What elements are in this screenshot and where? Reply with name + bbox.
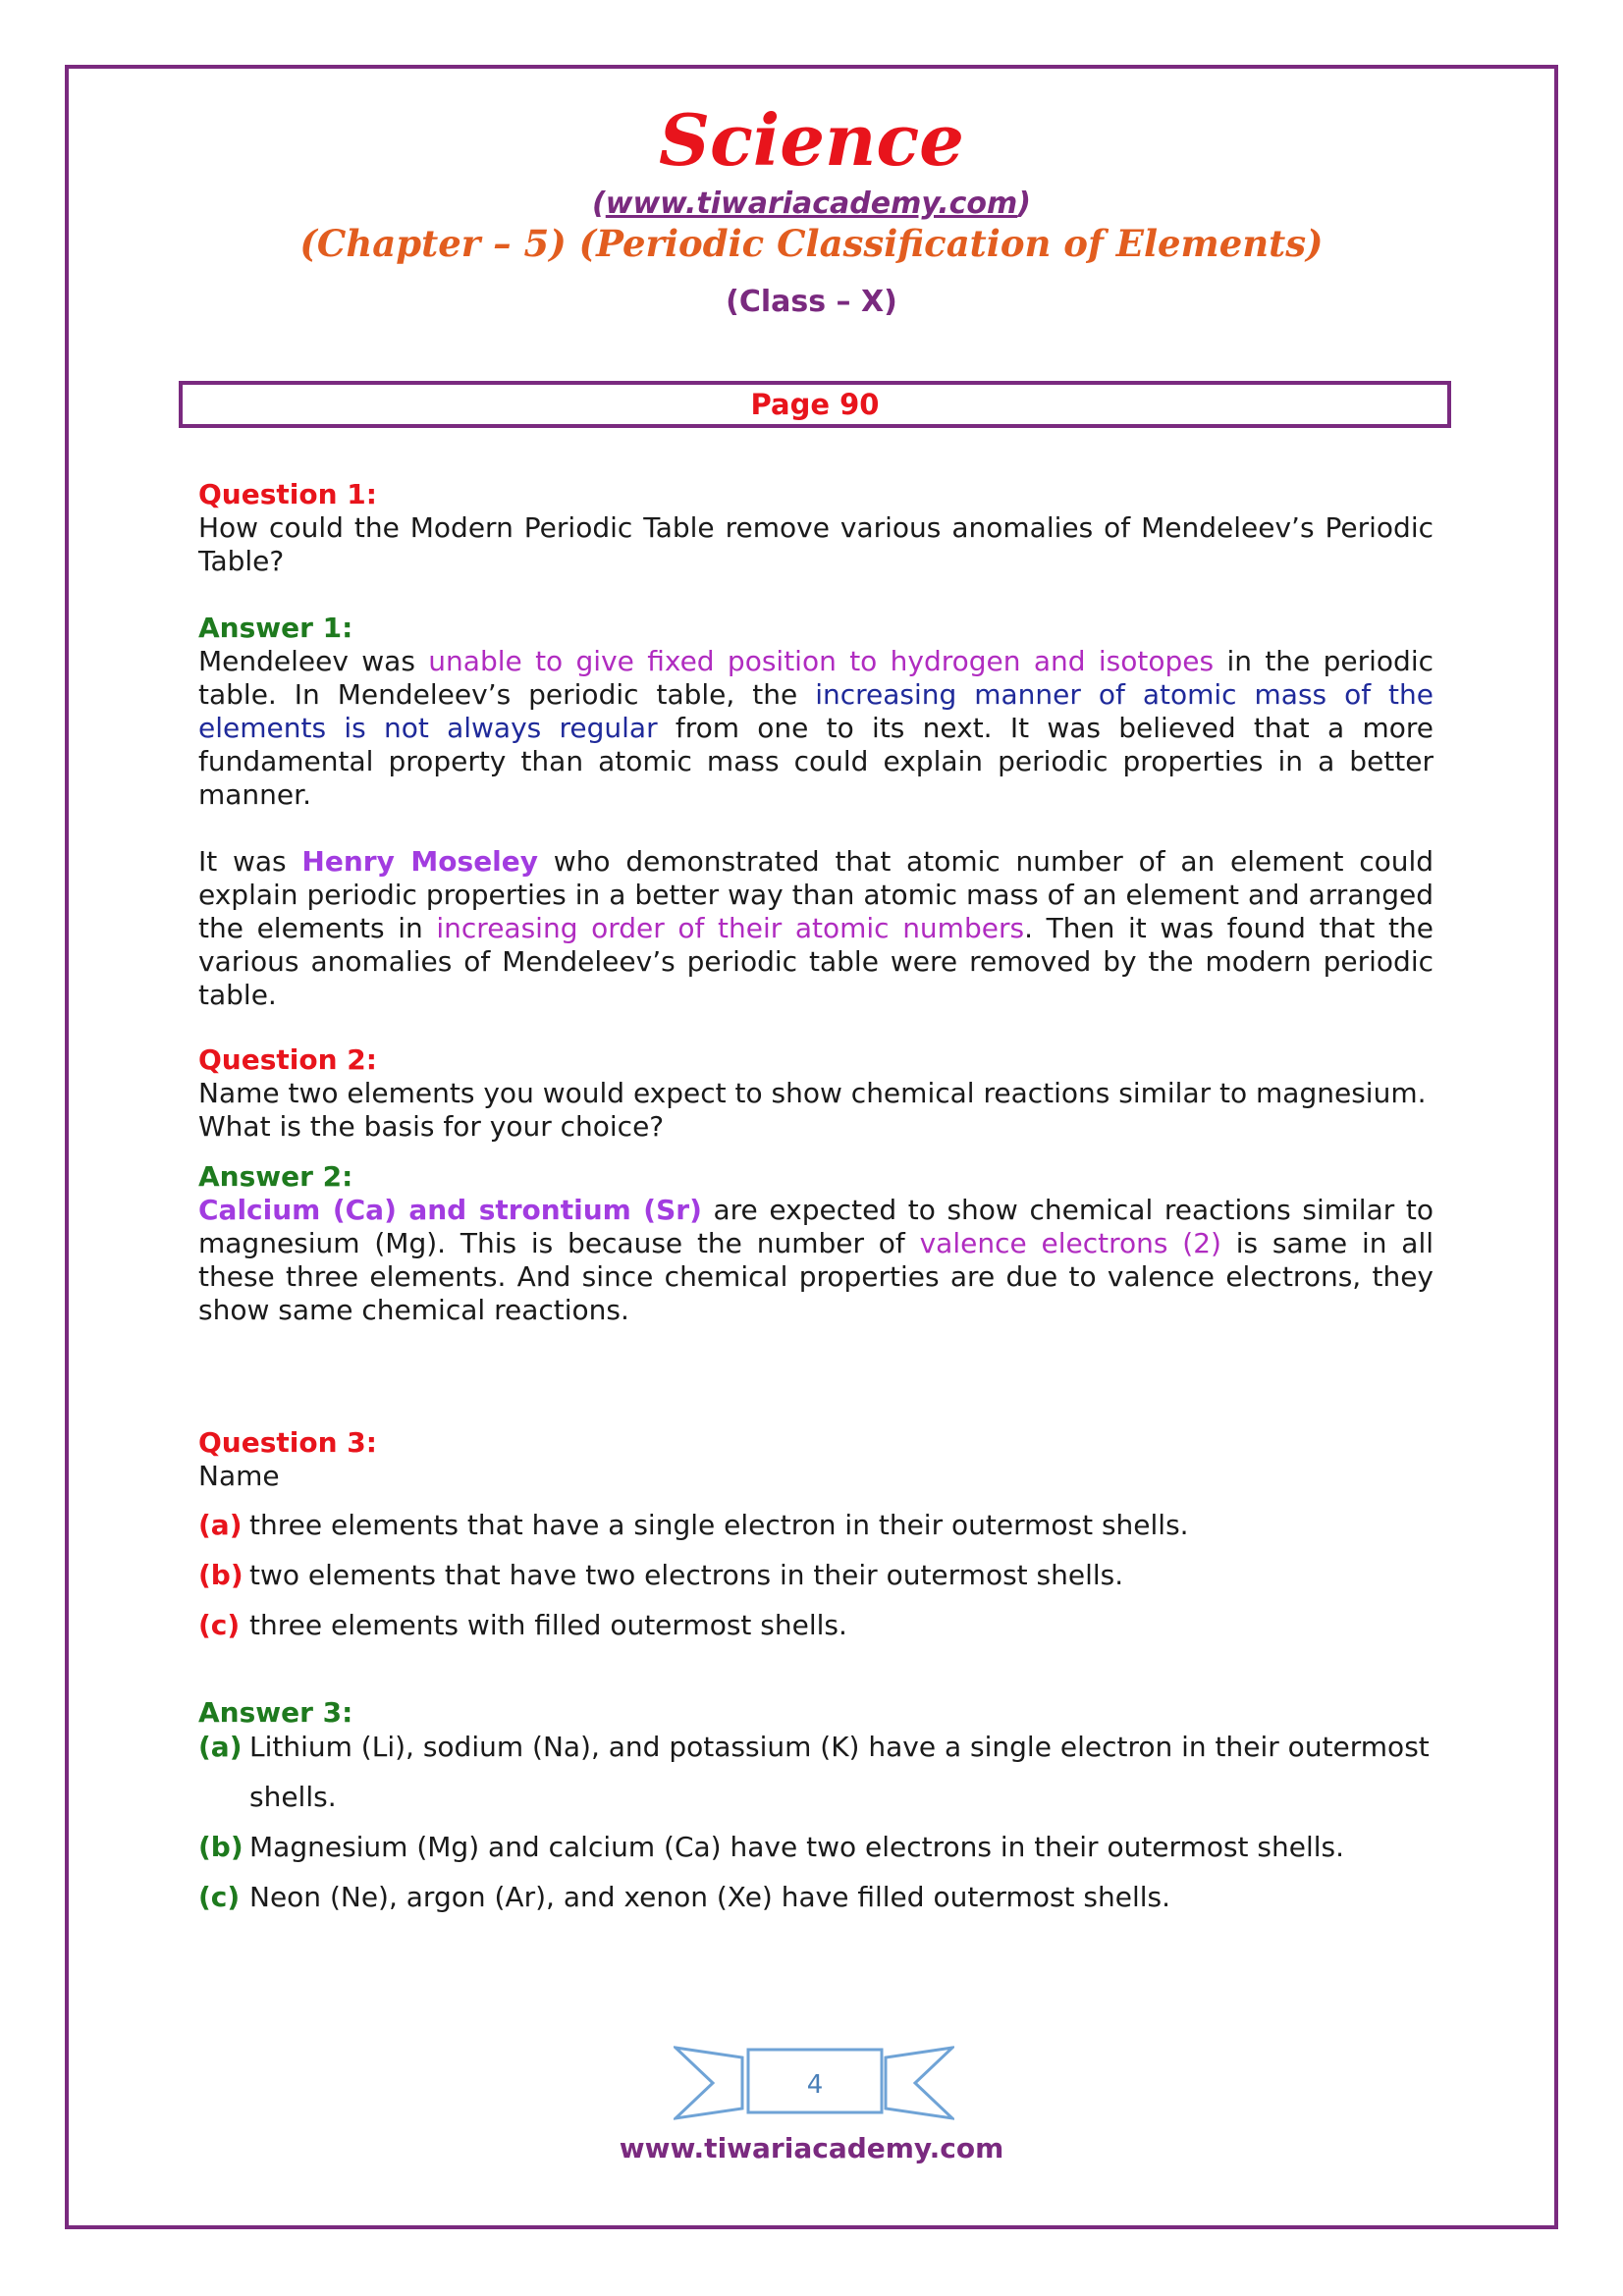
footer-url[interactable]: www.tiwariacademy.com xyxy=(619,2132,1004,2164)
answer-3-block xyxy=(198,1696,1434,1922)
question-1-text: How could the Modern Periodic Table remove various anomalies of Mendeleev’s Periodic Table? xyxy=(198,511,1434,577)
question-3-block xyxy=(198,1426,1434,1642)
page-title: Science xyxy=(659,98,964,182)
highlight-henry-moseley: Henry Moseley xyxy=(301,845,539,878)
answer-3-item-a: (a) Lithium (Li), sodium (Na), and potassium (K) have a single electron in their outermost shells. xyxy=(198,1731,1430,1813)
answer-2-block xyxy=(198,1160,1434,1327)
highlight-atomic-mass: increasing manner of atomic mass of the elements is not always regular xyxy=(198,678,1434,744)
header-url-link[interactable]: www.tiwariacademy.com xyxy=(605,187,1018,221)
answer-2-label: Answer 2: xyxy=(198,1160,353,1193)
answer-1-paragraph-1: Mendeleev was unable to give fixed position to hydrogen and isotopes in the periodic table. In Mendeleev’s periodic table, the increasing manner of atomic mass of the elements is not always regular from one to its next. It was believed that a more fundamental property than atomic mass could explain periodic properties in a better manner. xyxy=(198,645,1434,811)
answer-1-block xyxy=(198,612,1434,1012)
question-3-item-c: (c) three elements with filled outermost shells. xyxy=(198,1609,847,1641)
question-2-label: Question 2: xyxy=(198,1043,377,1076)
answer-3-item-b: (b) Magnesium (Mg) and calcium (Ca) have two electrons in their outermost shells. xyxy=(198,1831,1345,1863)
highlight-valence-electrons: valence electrons (2) xyxy=(919,1227,1221,1259)
class-label: (Class – X) xyxy=(726,285,897,319)
question-1-block xyxy=(198,478,1434,578)
answer-1-paragraph-2: It was Henry Moseley who demonstrated that atomic number of an element could explain periodic properties in a better way than atomic mass of an element and arranged the elements in increasing order of their atomic numbers. Then it was found that the various anomalies of Mendeleev’s periodic table were removed by the modern periodic table. xyxy=(198,845,1434,1011)
answer-3-item-c: (c) Neon (Ne), argon (Ar), and xenon (Xe) have filled outermost shells. xyxy=(198,1881,1171,1913)
question-2-block xyxy=(198,1043,1434,1144)
question-3-text: Name xyxy=(198,1460,280,1492)
footer-page-number: 4 xyxy=(806,2070,824,2100)
question-3-label: Question 3: xyxy=(198,1426,377,1459)
chapter-heading: (Chapter – 5) (Periodic Classification of Elements) xyxy=(299,222,1324,265)
page-number-ribbon xyxy=(674,2044,954,2124)
question-3-item-a: (a) three elements that have a single electron in their outermost shells. xyxy=(198,1509,1189,1541)
answer-1-label: Answer 1: xyxy=(198,612,353,644)
question-3-item-b: (b) two elements that have two electrons in their outermost shells. xyxy=(198,1559,1124,1591)
highlight-hydrogen-isotopes: unable to give fixed position to hydrogen and isotopes xyxy=(428,645,1215,677)
answer-2-paragraph: Calcium (Ca) and strontium (Sr) are expected to show chemical reactions similar to magnesium (Mg). This is because the number of valence electrons (2) is same in all these three elements. And since chemical properties are due to valence electrons, they show same chemical reactions. xyxy=(198,1194,1434,1326)
header-url: (www.tiwariacademy.com) xyxy=(592,187,1031,221)
highlight-atomic-numbers: increasing order of their atomic numbers xyxy=(436,912,1025,944)
page-number-box: Page 90 xyxy=(179,381,1451,428)
question-2-text: Name two elements you would expect to show chemical reactions similar to magnesium. What is the basis for your choice? xyxy=(198,1077,1427,1143)
highlight-calcium-strontium: Calcium (Ca) and strontium (Sr) xyxy=(198,1194,702,1226)
answer-3-label: Answer 3: xyxy=(198,1696,353,1729)
question-1-label: Question 1: xyxy=(198,478,377,510)
